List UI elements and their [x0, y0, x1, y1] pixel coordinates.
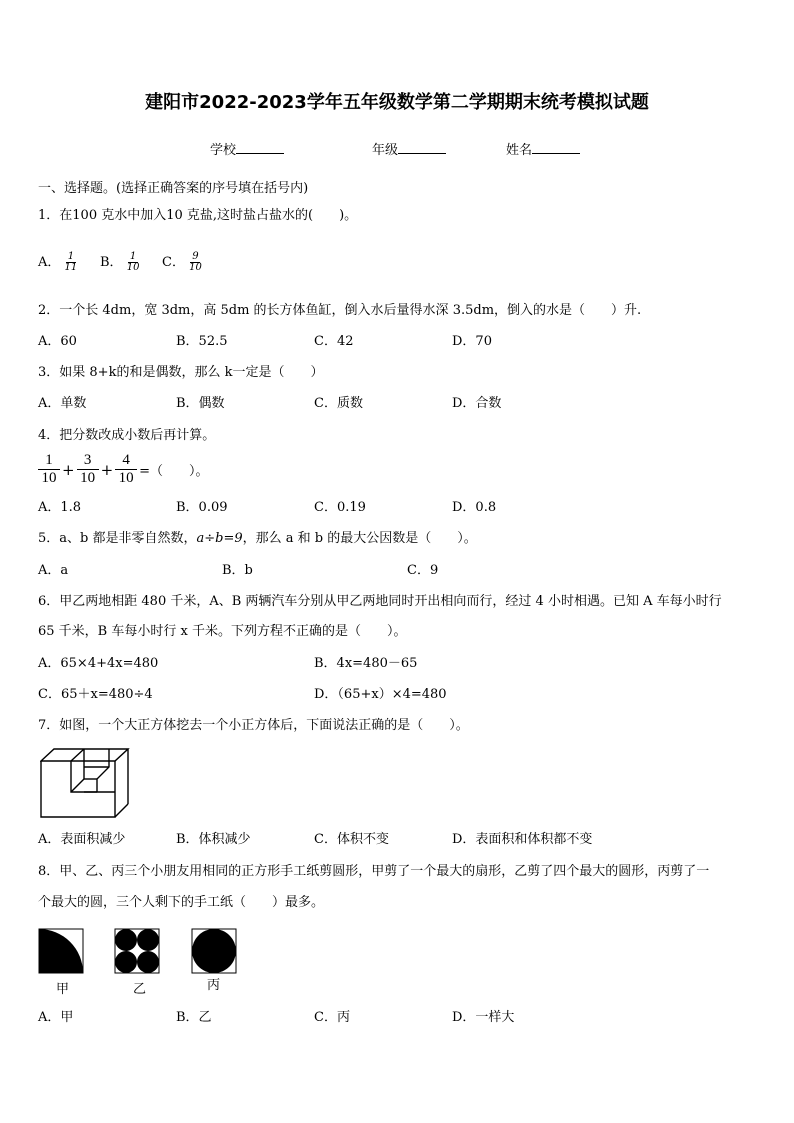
- quarter-circle-figure: [38, 928, 84, 974]
- q5-option-b: B．b: [222, 563, 253, 578]
- grade-label: 年级: [372, 143, 399, 158]
- section-heading: 一、选择题。(选择正确答案的序号填在括号内): [38, 181, 309, 196]
- q3-option-b: B．偶数: [176, 396, 225, 411]
- q8-option-d: D．一样大: [452, 1010, 515, 1025]
- q3-stem: 3．如果 8+k的和是偶数，那么 k一定是（ ）: [38, 365, 324, 380]
- q7-stem: 7．如图，一个大正方体挖去一个小正方体后，下面说法正确的是（ ）。: [38, 718, 469, 733]
- q4-expression: $\frac{1}{10}$ + $\frac{3}{10}$ + $\frac{4}{10}$ =（ ）。: [38, 452, 211, 487]
- q5-option-c: C．9: [407, 563, 439, 578]
- page-title: 建阳市2022-2023学年五年级数学第二学期期末统考模拟试题: [145, 92, 649, 113]
- q6-option-d: D．（65+x）×4=480: [314, 687, 447, 702]
- q6-option-c: C．65＋x=480÷4: [38, 687, 153, 702]
- q3-option-d: D．合数: [452, 396, 502, 411]
- q7-option-a: A．表面积减少: [38, 832, 126, 847]
- cube-figure: [40, 748, 130, 820]
- q3-option-c: C．质数: [314, 396, 363, 411]
- q1-option-b: B． $\frac{1}{10}$: [100, 251, 140, 273]
- grade-blank[interactable]: [398, 141, 446, 154]
- name-field: [506, 141, 580, 159]
- q8-stem-line1: 8．甲、乙、丙三个小朋友用相同的正方形手工纸剪圆形，甲剪了一个最大的扇形，乙剪了四个最大的圆形，丙剪了一: [38, 864, 710, 879]
- one-circle-figure: [191, 928, 237, 974]
- q8-stem-line2: 个最大的圆，三个人剩下的手工纸（ ）最多。: [38, 895, 325, 910]
- q7-option-d: D．表面积和体积都不变: [452, 832, 593, 847]
- q8-option-a: A．甲: [38, 1010, 74, 1025]
- q4-option-c: C．0.19: [314, 500, 366, 515]
- q1-option-c: C． $\frac{9}{10}$: [162, 251, 202, 273]
- q8-option-c: C．丙: [314, 1010, 350, 1025]
- q6-option-a: A．65×4+4x=480: [38, 656, 159, 671]
- q5-option-a: A．a: [38, 563, 69, 578]
- q1-stem: 1．在100 克水中加入10 克盐,这时盐占盐水的( )。: [38, 208, 358, 223]
- name-label: 姓名: [506, 143, 533, 158]
- four-circles-figure: [114, 928, 160, 974]
- q6-stem-line2: 65 千米，B 车每小时行 x 千米。下列方程不正确的是（ ）。: [38, 624, 407, 639]
- school-field: [210, 141, 284, 159]
- q3-option-a: A．单数: [38, 396, 87, 411]
- figure-label-bing: 丙: [207, 978, 221, 993]
- q4-stem: 4．把分数改成小数后再计算。: [38, 428, 216, 443]
- q5-stem: 5．a、b 都是非零自然数，a÷b=9，那么 a 和 b 的最大公因数是（ ）。: [38, 531, 477, 546]
- school-blank[interactable]: [236, 141, 284, 154]
- q7-option-c: C．体积不变: [314, 832, 389, 847]
- school-label: 学校: [210, 143, 237, 158]
- figure-label-jia: 甲: [56, 982, 70, 997]
- q2-stem: 2．一个长 4dm，宽 3dm，高 5dm 的长方体鱼缸，倒入水后量得水深 3.5dm，倒入的水是（ ）升.: [38, 303, 642, 318]
- q2-option-b: B．52.5: [176, 334, 228, 349]
- q4-option-a: A．1.8: [38, 500, 82, 515]
- figure-label-yi: 乙: [133, 982, 147, 997]
- q1-option-a: A． $\frac{1}{11}$: [38, 251, 78, 273]
- q5-expression: a÷b=9: [196, 531, 243, 546]
- q4-option-d: D．0.8: [452, 500, 497, 515]
- q4-option-b: B．0.09: [176, 500, 228, 515]
- q2-option-c: C．42: [314, 334, 354, 349]
- q8-option-b: B．乙: [176, 1010, 212, 1025]
- name-blank[interactable]: [532, 141, 580, 154]
- q6-stem-line1: 6．甲乙两地相距 480 千米，A、B 两辆汽车分别从甲乙两地同时开出相向而行，经过 4 小时相遇。已知 A 车每小时行: [38, 594, 722, 609]
- q2-option-d: D．70: [452, 334, 492, 349]
- grade-field: [372, 141, 446, 159]
- q6-option-b: B．4x=480－65: [314, 656, 418, 671]
- q2-option-a: A．60: [38, 334, 77, 349]
- q7-option-b: B．体积减少: [176, 832, 251, 847]
